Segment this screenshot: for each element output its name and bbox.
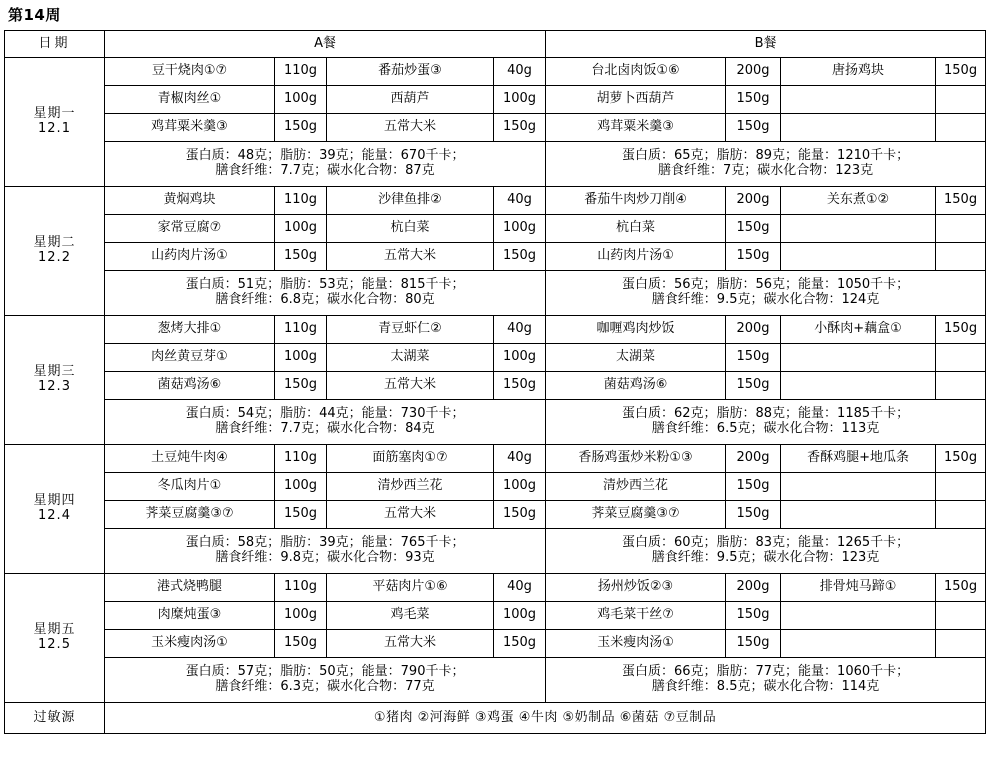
nutrition-row: [5, 400, 986, 445]
gram-a2: 40g: [494, 445, 546, 473]
table-row: [5, 602, 986, 630]
gram-b1: 150g: [726, 86, 781, 114]
gram-b1: 200g: [726, 58, 781, 86]
gram-a2: 100g: [494, 473, 546, 501]
dish-b1: 太湖菜: [546, 344, 726, 372]
nutrition-b: [546, 142, 986, 187]
gram-b1: 150g: [726, 372, 781, 400]
table-row: [5, 344, 986, 372]
nutrition-b: [546, 658, 986, 703]
gram-b2: [936, 243, 986, 271]
nutrition-b: [546, 271, 986, 316]
day-name: 星期一: [33, 106, 76, 122]
dish-a2: 西葫芦: [327, 86, 494, 114]
dish-b1: 杭白菜: [546, 215, 726, 243]
day-cell-0: [5, 58, 105, 187]
dish-b1: 扬州炒饭②③: [546, 574, 726, 602]
nutrition-b: [546, 400, 986, 445]
gram-a2: 150g: [494, 372, 546, 400]
nutrition-row: [5, 142, 986, 187]
gram-a1: 110g: [275, 316, 327, 344]
table-row: [5, 574, 986, 602]
dish-a1: 荠菜豆腐羹③⑦: [105, 501, 275, 529]
dish-b1: 菌菇鸡汤⑥: [546, 372, 726, 400]
week-title: 第14周: [8, 6, 61, 24]
gram-b2: [936, 215, 986, 243]
gram-a2: 100g: [494, 344, 546, 372]
dish-a1: 港式烧鸭腿: [105, 574, 275, 602]
dish-a1: 鸡茸粟米羹③: [105, 114, 275, 142]
table-row: [5, 215, 986, 243]
gram-b1: 150g: [726, 114, 781, 142]
dish-a1: 山药肉片汤①: [105, 243, 275, 271]
gram-b2: [936, 372, 986, 400]
dish-a2: 五常大米: [327, 243, 494, 271]
gram-a1: 150g: [275, 630, 327, 658]
dish-b2: 唐扬鸡块: [781, 58, 936, 86]
dish-b2: 关东煮①②: [781, 187, 936, 215]
nutrition-row: [5, 658, 986, 703]
table-row: [5, 187, 986, 215]
table-row: [5, 445, 986, 473]
gram-a1: 100g: [275, 344, 327, 372]
day-date: 12.4: [38, 508, 71, 523]
dish-a2: 五常大米: [327, 501, 494, 529]
gram-b2: 150g: [936, 58, 986, 86]
day-date: 12.3: [38, 379, 71, 394]
nutrition-b: [546, 529, 986, 574]
gram-a2: 150g: [494, 630, 546, 658]
dish-a2: 太湖菜: [327, 344, 494, 372]
allergen-label: 过敏源: [5, 703, 105, 734]
gram-b2: [936, 602, 986, 630]
nutrition-a-line1: 蛋白质：57克；脂肪：50克；能量：790千卡；: [185, 664, 465, 680]
dish-b2: [781, 344, 936, 372]
gram-a2: 100g: [494, 215, 546, 243]
dish-b2: [781, 473, 936, 501]
gram-b1: 150g: [726, 473, 781, 501]
gram-b1: 150g: [726, 630, 781, 658]
dish-b2: [781, 86, 936, 114]
nutrition-a: [105, 400, 546, 445]
dish-a1: 菌菇鸡汤⑥: [105, 372, 275, 400]
gram-a2: 150g: [494, 501, 546, 529]
gram-b1: 200g: [726, 316, 781, 344]
dish-b1: 荠菜豆腐羹③⑦: [546, 501, 726, 529]
day-name: 星期二: [33, 235, 76, 251]
nutrition-b-line2: 膳食纤维：9.5克；碳水化合物：124克: [651, 292, 880, 307]
gram-a2: 100g: [494, 602, 546, 630]
dish-a2: 沙律鱼排②: [327, 187, 494, 215]
nutrition-a-line2: 膳食纤维：7.7克；碳水化合物：87克: [215, 163, 435, 178]
allergen-row: [5, 703, 986, 734]
gram-a1: 150g: [275, 243, 327, 271]
nutrition-b-line1: 蛋白质：56克；脂肪：56克；能量：1050千卡；: [621, 277, 910, 293]
gram-b1: 150g: [726, 344, 781, 372]
nutrition-row: [5, 271, 986, 316]
dish-b1: 清炒西兰花: [546, 473, 726, 501]
nutrition-a-line1: 蛋白质：58克；脂肪：39克；能量：765千卡；: [185, 535, 465, 551]
nutrition-b-line2: 膳食纤维：6.5克；碳水化合物：113克: [651, 421, 880, 436]
nutrition-a-line2: 膳食纤维：6.8克；碳水化合物：80克: [215, 292, 435, 307]
weekly-menu-table: [4, 30, 986, 734]
gram-b2: 150g: [936, 316, 986, 344]
table-row: [5, 243, 986, 271]
gram-b1: 150g: [726, 501, 781, 529]
gram-a1: 110g: [275, 58, 327, 86]
dish-b1: 山药肉片汤①: [546, 243, 726, 271]
header-date: 日期: [5, 31, 105, 58]
day-name: 星期三: [33, 364, 76, 380]
nutrition-a-line1: 蛋白质：51克；脂肪：53克；能量：815千卡；: [185, 277, 465, 293]
day-name: 星期四: [33, 493, 76, 509]
dish-a1: 黄焖鸡块: [105, 187, 275, 215]
dish-a2: 面筋塞肉①⑦: [327, 445, 494, 473]
dish-b2: 香酥鸡腿+地瓜条: [781, 445, 936, 473]
dish-b1: 咖喱鸡肉炒饭: [546, 316, 726, 344]
day-cell-1: [5, 187, 105, 316]
dish-b2: [781, 243, 936, 271]
dish-b1: 香肠鸡蛋炒米粉①③: [546, 445, 726, 473]
table-row: [5, 372, 986, 400]
gram-b1: 200g: [726, 187, 781, 215]
dish-b2: [781, 630, 936, 658]
dish-a1: 土豆炖牛肉④: [105, 445, 275, 473]
dish-a2: 平菇肉片①⑥: [327, 574, 494, 602]
nutrition-a: [105, 658, 546, 703]
dish-a1: 青椒肉丝①: [105, 86, 275, 114]
dish-b1: 番茄牛肉炒刀削④: [546, 187, 726, 215]
dish-a2: 五常大米: [327, 372, 494, 400]
header-meal-a: A餐: [105, 31, 546, 58]
table-header-row: [5, 31, 986, 58]
gram-a1: 110g: [275, 445, 327, 473]
gram-b1: 150g: [726, 243, 781, 271]
allergen-text: ①猪肉 ②河海鲜 ③鸡蛋 ④牛肉 ⑤奶制品 ⑥菌菇 ⑦豆制品: [105, 703, 986, 734]
table-row: [5, 316, 986, 344]
dish-a2: 五常大米: [327, 630, 494, 658]
nutrition-b-line2: 膳食纤维：8.5克；碳水化合物：114克: [651, 679, 880, 694]
dish-a1: 肉丝黄豆芽①: [105, 344, 275, 372]
day-date: 12.5: [38, 637, 71, 652]
gram-b2: [936, 630, 986, 658]
nutrition-a-line1: 蛋白质：48克；脂肪：39克；能量：670千卡；: [185, 148, 465, 164]
dish-b1: 台北卤肉饭①⑥: [546, 58, 726, 86]
gram-b1: 150g: [726, 602, 781, 630]
nutrition-b-line2: 膳食纤维：9.5克；碳水化合物：123克: [651, 550, 880, 565]
nutrition-a: [105, 529, 546, 574]
dish-a2: 杭白菜: [327, 215, 494, 243]
gram-b2: [936, 114, 986, 142]
nutrition-a-line1: 蛋白质：54克；脂肪：44克；能量：730千卡；: [185, 406, 465, 422]
dish-a1: 玉米瘦肉汤①: [105, 630, 275, 658]
day-date: 12.2: [38, 250, 71, 265]
gram-a2: 40g: [494, 316, 546, 344]
dish-b2: [781, 215, 936, 243]
dish-a1: 豆干烧肉①⑦: [105, 58, 275, 86]
table-row: [5, 114, 986, 142]
dish-b2: [781, 372, 936, 400]
gram-a2: 40g: [494, 574, 546, 602]
nutrition-row: [5, 529, 986, 574]
gram-b1: 200g: [726, 445, 781, 473]
day-cell-2: [5, 316, 105, 445]
nutrition-a: [105, 271, 546, 316]
gram-a2: 150g: [494, 114, 546, 142]
gram-a1: 110g: [275, 574, 327, 602]
gram-b2: [936, 501, 986, 529]
gram-b2: 150g: [936, 187, 986, 215]
dish-a1: 葱烤大排①: [105, 316, 275, 344]
nutrition-a-line2: 膳食纤维：6.3克；碳水化合物：77克: [215, 679, 435, 694]
table-row: [5, 630, 986, 658]
day-cell-4: [5, 574, 105, 703]
nutrition-b-line1: 蛋白质：66克；脂肪：77克；能量：1060千卡；: [621, 664, 910, 680]
gram-a1: 100g: [275, 602, 327, 630]
gram-a1: 110g: [275, 187, 327, 215]
dish-b2: 小酥肉+藕盒①: [781, 316, 936, 344]
dish-b1: 玉米瘦肉汤①: [546, 630, 726, 658]
header-meal-b: B餐: [546, 31, 986, 58]
gram-a1: 150g: [275, 114, 327, 142]
nutrition-b-line2: 膳食纤维：7克；碳水化合物：123克: [658, 163, 874, 178]
gram-b2: [936, 473, 986, 501]
nutrition-a-line2: 膳食纤维：9.8克；碳水化合物：93克: [215, 550, 435, 565]
nutrition-a: [105, 142, 546, 187]
table-row: [5, 86, 986, 114]
gram-a2: 40g: [494, 58, 546, 86]
dish-b2: 排骨炖马蹄①: [781, 574, 936, 602]
table-row: [5, 501, 986, 529]
gram-b2: 150g: [936, 445, 986, 473]
dish-b2: [781, 602, 936, 630]
gram-a1: 150g: [275, 372, 327, 400]
dish-a2: 鸡毛菜: [327, 602, 494, 630]
gram-b2: [936, 86, 986, 114]
table-row: [5, 473, 986, 501]
day-name: 星期五: [33, 622, 76, 638]
gram-b1: 200g: [726, 574, 781, 602]
gram-a1: 100g: [275, 215, 327, 243]
gram-a1: 100g: [275, 473, 327, 501]
dish-a1: 冬瓜肉片①: [105, 473, 275, 501]
nutrition-b-line1: 蛋白质：62克；脂肪：88克；能量：1185千卡；: [621, 406, 910, 422]
dish-a2: 青豆虾仁②: [327, 316, 494, 344]
dish-b1: 鸡茸粟米羹③: [546, 114, 726, 142]
dish-a2: 清炒西兰花: [327, 473, 494, 501]
dish-b2: [781, 501, 936, 529]
dish-a2: 番茄炒蛋③: [327, 58, 494, 86]
gram-a2: 150g: [494, 243, 546, 271]
dish-b1: 胡萝卜西葫芦: [546, 86, 726, 114]
nutrition-a-line2: 膳食纤维：7.7克；碳水化合物：84克: [215, 421, 435, 436]
day-cell-3: [5, 445, 105, 574]
gram-b2: 150g: [936, 574, 986, 602]
gram-a2: 100g: [494, 86, 546, 114]
dish-b1: 鸡毛菜干丝⑦: [546, 602, 726, 630]
gram-b2: [936, 344, 986, 372]
gram-b1: 150g: [726, 215, 781, 243]
gram-a2: 40g: [494, 187, 546, 215]
day-date: 12.1: [38, 121, 71, 136]
dish-a1: 家常豆腐⑦: [105, 215, 275, 243]
nutrition-b-line1: 蛋白质：60克；脂肪：83克；能量：1265千卡；: [621, 535, 910, 551]
gram-a1: 100g: [275, 86, 327, 114]
nutrition-b-line1: 蛋白质：65克；脂肪：89克；能量：1210千卡；: [621, 148, 910, 164]
dish-a2: 五常大米: [327, 114, 494, 142]
table-row: [5, 58, 986, 86]
gram-a1: 150g: [275, 501, 327, 529]
dish-a1: 肉糜炖蛋③: [105, 602, 275, 630]
dish-b2: [781, 114, 936, 142]
